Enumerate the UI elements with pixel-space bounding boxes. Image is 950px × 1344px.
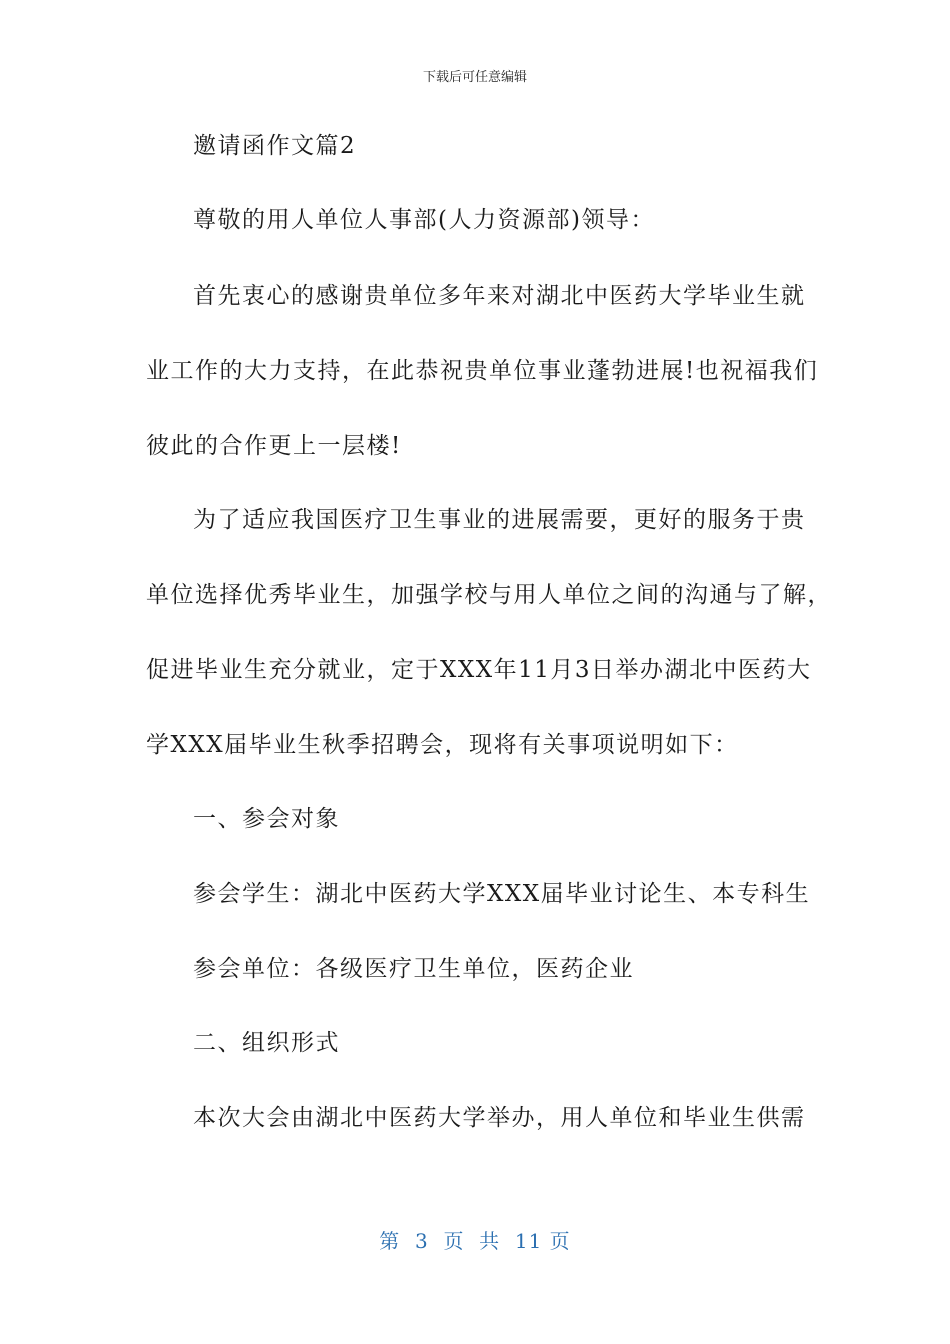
paragraph-line: 业工作的大力支持，在此恭祝贵单位事业蓬勃进展!也祝福我们 bbox=[146, 358, 819, 384]
section-title: 邀请函作文篇2 bbox=[193, 133, 357, 159]
paragraph-line: 参会学生：湖北中医药大学XXX届毕业讨论生、本专科生 bbox=[193, 881, 811, 907]
salutation: 尊敬的用人单位人事部(人力资源部)领导： bbox=[193, 207, 655, 233]
paragraph-line: 首先衷心的感谢贵单位多年来对湖北中医药大学毕业生就 bbox=[193, 283, 806, 309]
paragraph-line: 彼此的合作更上一层楼! bbox=[146, 433, 402, 459]
paragraph-line: 本次大会由湖北中医药大学举办，用人单位和毕业生供需 bbox=[193, 1105, 806, 1131]
header-note: 下载后可任意编辑 bbox=[422, 70, 527, 85]
section-heading: 二、组织形式 bbox=[193, 1030, 340, 1056]
paragraph-line: 参会单位：各级医疗卫生单位，医药企业 bbox=[193, 956, 634, 982]
paragraph-line: 促进毕业生充分就业，定于XXX年11月3日举办湖北中医药大 bbox=[146, 657, 812, 683]
page-indicator: 第 3 页 共 11 页 bbox=[379, 1229, 571, 1253]
paragraph-line: 为了适应我国医疗卫生事业的进展需要，更好的服务于贵 bbox=[193, 507, 806, 533]
section-heading: 一、参会对象 bbox=[193, 806, 340, 832]
paragraph-line: 单位选择优秀毕业生，加强学校与用人单位之间的沟通与了解， bbox=[146, 582, 832, 608]
paragraph-line: 学XXX届毕业生秋季招聘会，现将有关事项说明如下： bbox=[146, 732, 739, 758]
